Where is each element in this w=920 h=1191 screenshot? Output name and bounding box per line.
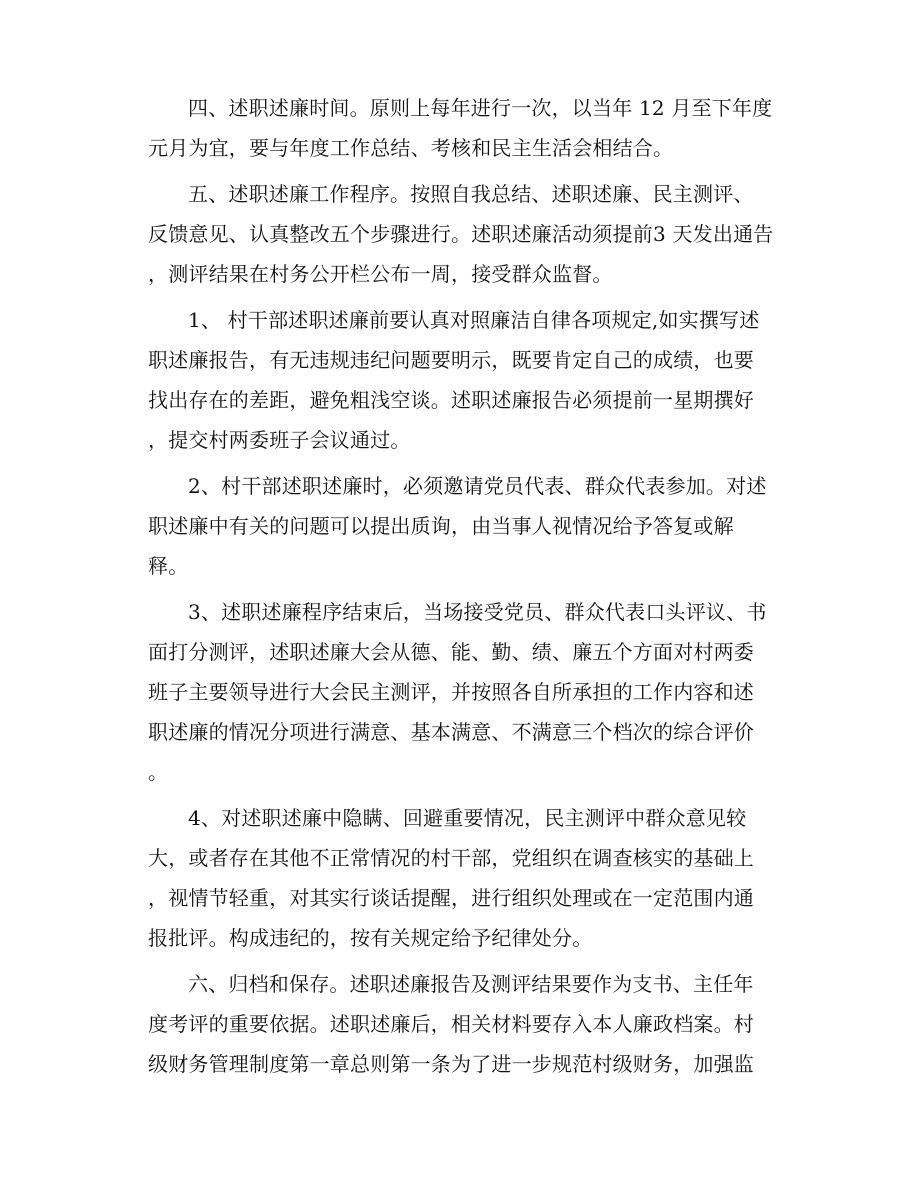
text-line: 职述廉中有关的问题可以提出质询，由当事人视情况给予答复或解 [148,514,734,538]
text-line: 。 [148,760,169,784]
text-line: 六、归档和保存。述职述廉报告及测评结果要作为支书、主任年 [188,972,754,996]
text-line: 找出存在的差距，避免粗浅空谈。述职述廉报告必须提前一星期撰好 [148,388,754,412]
paragraph-item-4 [148,798,778,958]
paragraph-item-3 [148,592,778,792]
document-body [148,88,778,1084]
paragraph-review-procedure [148,174,778,294]
text-line: 面打分测评，述职述廉大会从德、能、勤、绩、廉五个方面对村两委 [148,640,754,664]
text-line: 释。 [148,554,189,578]
text-line: ，提交村两委班子会议通过。 [148,428,411,452]
text-line: 级财务管理制度第一章总则第一条为了进一步规范村级财务，加强监 [148,1052,754,1076]
text-line: ，视情节轻重，对其实行谈话提醒，进行组织处理或在一定范围内通 [148,886,754,910]
text-line: 反馈意见、认真整改五个步骤进行。述职述廉活动须提前3 天发出通告 [148,222,774,246]
text-line: 大，或者存在其他不正常情况的村干部，党组织在调查核实的基础上 [148,846,754,870]
text-line: 2、村干部述职述廉时，必须邀请党员代表、群众代表参加。对述 [188,474,767,498]
text-line: 报批评。构成违纪的，按有关规定给予纪律处分。 [148,926,593,950]
text-line: 四、述职述廉时间。原则上每年进行一次，以当年 12 月至下年度 [188,96,773,120]
paragraph-archive [148,964,778,1084]
text-line: ，测评结果在村务公开栏公布一周，接受群众监督。 [148,262,613,286]
paragraph-item-1 [148,300,778,460]
paragraph-item-2 [148,466,778,586]
text-line: 元月为宜，要与年度工作总结、考核和民主生活会相结合。 [148,136,674,160]
text-line: 五、述职述廉工作程序。按照自我总结、述职述廉、民主测评、 [188,182,754,206]
paragraph-review-time [148,88,778,168]
text-line: 3、述职述廉程序结束后，当场接受党员、群众代表口头评议、书 [188,600,767,624]
text-line: 职述廉的情况分项进行满意、基本满意、不满意三个档次的综合评价 [148,720,754,744]
text-line: 1、 村干部述职述廉前要认真对照廉洁自律各项规定,如实撰写述 [188,308,760,332]
text-line: 度考评的重要依据。述职述廉后，相关材料要存入本人廉政档案。村 [148,1012,754,1036]
text-line: 职述廉报告，有无违规违纪问题要明示，既要肯定自己的成绩，也要 [148,348,754,372]
text-line: 班子主要领导进行大会民主测评，并按照各自所承担的工作内容和述 [148,680,754,704]
text-line: 4、对述职述廉中隐瞒、回避重要情况，民主测评中群众意见较 [188,806,747,830]
